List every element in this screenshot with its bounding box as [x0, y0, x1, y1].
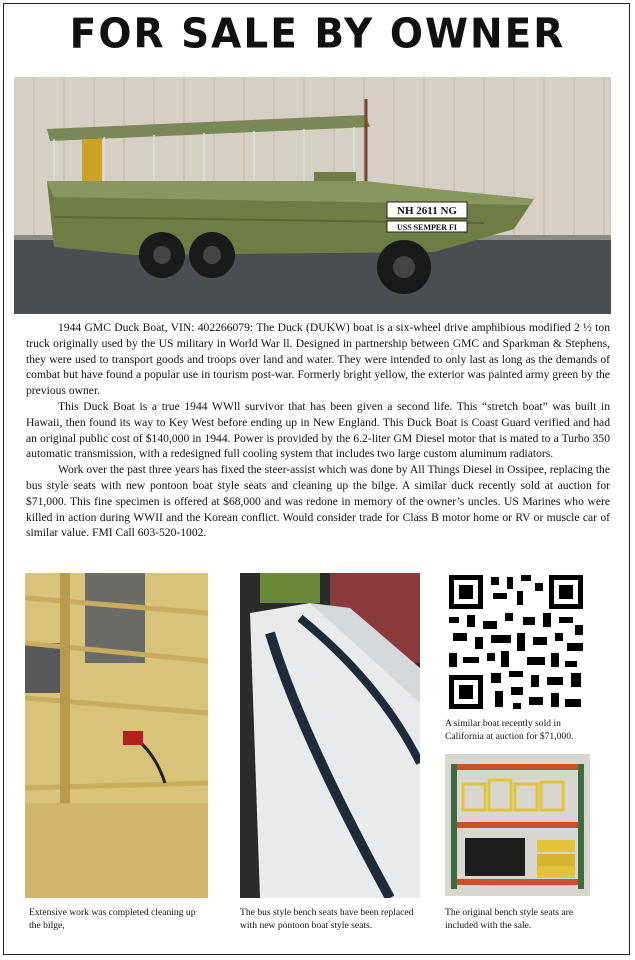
bilge-illustration — [25, 573, 208, 898]
hero-name-text: USS SEMPER FI — [396, 223, 458, 232]
description-paragraph: This Duck Boat is a true 1944 WWll survivor that has been given a second life. This “stretch boat” was built in Hawaii, then found its way to Key West before ending up in New England. This Duck Boat is Coast Guard verified and had an original public cost of $140,000 in 1944. Power is provided by the 6.2-liter GM Diesel motor that is mated to a Turbo 350 automatic transmission, with a redesigned full cooling system that includes two large custom aluminum radiators. — [26, 399, 610, 461]
seats-caption: The bus style bench seats have been replaced with new pontoon boat style seats. — [240, 907, 414, 931]
original-seats-caption: The original bench style seats are included with the sale. — [445, 907, 574, 931]
bilge-caption: Extensive work was completed cleaning up the bilge, — [29, 907, 196, 931]
bilge-photo — [25, 573, 208, 898]
description-paragraph: Work over the past three years has fixed the steer-assist which was done by All Things Diesel in Ossipee, replacing the bus style seats with new pontoon boat style seats and cleaning up the bilge. A similar duck recently sold at auction for $71,000. This fine specimen is offered at $68,000 and was redone in memory of the owner’s uncles. US Marines who were killed in action during WWII and the Korean conflict. Would consider trade for Class B motor home or RV or muscle car of similar value. FMI Call 603-520-1002. — [26, 463, 610, 540]
qr-caption: A similar boat recently sold in California at auction for $71,000. — [445, 718, 574, 742]
duck-boat-photo — [14, 77, 611, 314]
page-title: FOR SALE BY OWNER — [69, 10, 566, 59]
qr-code-graphic — [447, 573, 585, 711]
original-seats-photo — [445, 754, 590, 896]
description-paragraph: 1944 GMC Duck Boat, VIN: 402266079: The Duck (DUKW) boat is a six-wheel drive amphibious modified 2 ½ ton truck originally used by the US military in World War ll. Designed in partnership between GMC and Sparkman & Stephens, they were used to transport goods and troops over land and water. They were intended to only last as long as the demands of combat but have found a popular use in tourism post-war. Formerly bright yellow, the exterior was painted army green by the previous owner. — [26, 321, 610, 398]
pontoon-seats-photo — [240, 573, 420, 898]
pontoon-seats-illustration — [240, 573, 420, 898]
hero-plate-text: NH 2611 NG — [397, 205, 457, 217]
description-text — [26, 320, 610, 541]
qr-code — [447, 573, 585, 711]
duck-boat-illustration — [14, 77, 611, 314]
original-seats-illustration — [445, 754, 590, 896]
